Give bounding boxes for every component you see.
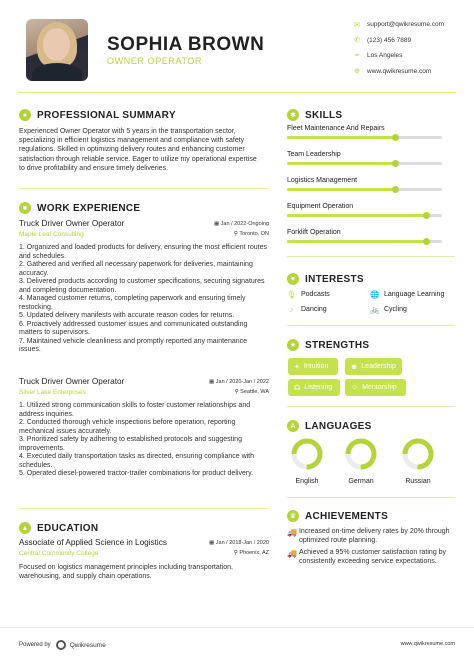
- language-item: [341, 437, 381, 485]
- skill-bar: [287, 162, 442, 165]
- summary-title: PROFESSIONAL SUMMARY: [37, 109, 176, 121]
- school-name: Central Community College: [19, 550, 99, 557]
- translate-icon: A: [287, 420, 299, 432]
- experience-divider: [19, 508, 269, 509]
- contact-email-text: support@qwikresume.com: [367, 21, 445, 29]
- summary-divider: [19, 188, 269, 189]
- contact-website-text: www.qwikresume.com: [367, 67, 432, 75]
- job-location: Seattle, WA: [240, 389, 269, 395]
- mentorship-icon: ☺: [351, 384, 359, 391]
- contact-location: [352, 48, 444, 64]
- strength-label: Listening: [304, 384, 333, 391]
- list-item: 4. Managed customer returns, completing paperwork and ensuring timely restocking.: [19, 295, 246, 311]
- graduation-cap-icon: ▲: [19, 522, 31, 534]
- footer-powered-by[interactable]: [19, 640, 106, 650]
- job-meta: [209, 377, 269, 397]
- job-entry-2: [19, 377, 269, 479]
- job-title: Truck Driver Owner Operator: [19, 377, 125, 386]
- strengths-heading: [287, 339, 369, 351]
- summary-heading: [19, 109, 176, 121]
- contact-phone[interactable]: [352, 33, 444, 49]
- interest-label: Dancing: [301, 306, 327, 313]
- strengths-divider: [287, 406, 455, 407]
- interest-language-learning: [370, 290, 444, 299]
- education-entry: [19, 538, 269, 581]
- globe-icon: 🌐: [370, 290, 380, 299]
- skills-heading: [287, 109, 342, 121]
- list-item: 2. Conducted thorough vehicle inspections before operation, reporting mechanical issues accurately.: [19, 419, 236, 435]
- skill-name: Equipment Operation: [287, 203, 354, 210]
- skill-bar-knob: [392, 160, 399, 167]
- phone-icon: ✆: [354, 37, 360, 45]
- interest-label: Podcasts: [301, 291, 330, 298]
- language-item: [287, 437, 327, 485]
- job-dates: Jan / 2020-Jan / 2022: [215, 379, 269, 385]
- interests-title: INTERESTS: [305, 273, 364, 285]
- skill-item: [287, 203, 447, 217]
- job-entry-1: [19, 219, 269, 355]
- interest-cycling: [370, 305, 407, 314]
- location-pin-icon: ⚲: [233, 231, 240, 237]
- skill-bar-knob: [392, 134, 399, 141]
- languages-heading: [287, 420, 372, 432]
- interest-dancing: [287, 305, 327, 314]
- skill-bar-fill: [287, 240, 427, 243]
- list-item: 2. Gathered and verified all necessary paperwork for deliveries, maintaining accuracy.: [19, 261, 253, 277]
- languages-title: LANGUAGES: [305, 420, 372, 432]
- interest-label: Language Learning: [384, 291, 445, 298]
- trophy-icon: ♛: [287, 510, 299, 522]
- language-name: Russian: [405, 478, 431, 485]
- achievement-item-2: [287, 549, 457, 566]
- skill-bar-fill: [287, 162, 396, 165]
- achievement-text: Increased on-time delivery rates by 20% through optimized route planning.: [298, 528, 450, 544]
- interests-heading: [287, 273, 364, 285]
- education-heading: [19, 522, 98, 534]
- calendar-icon: ▦: [209, 540, 216, 546]
- listening-icon: ☊: [294, 384, 301, 392]
- language-level-ring: [344, 437, 378, 471]
- achievements-heading: [287, 510, 388, 522]
- skill-bar: [287, 214, 442, 217]
- job-company: Silver Lake Enterprises: [19, 389, 86, 396]
- job-location: Toronto, ON: [239, 231, 269, 237]
- skill-bar-knob: [423, 238, 430, 245]
- strength-label: Intuition: [303, 363, 329, 370]
- skill-name: Fleet Maintenance And Repairs: [287, 125, 385, 132]
- lightbulb-icon: ✱: [287, 109, 299, 121]
- contact-website[interactable]: [352, 64, 444, 80]
- list-item: 5. Updated delivery manifests with accurate reason codes for returns.: [19, 312, 235, 319]
- skill-bar-knob: [423, 212, 430, 219]
- languages-divider: [287, 497, 455, 498]
- globe-icon: ⊕: [354, 68, 360, 76]
- truck-icon: 🚚: [287, 549, 297, 558]
- candidate-title: OWNER OPERATOR: [107, 56, 203, 66]
- dancing-icon: ♪: [289, 305, 294, 314]
- job-bullets: [19, 244, 269, 355]
- calendar-icon: ▦: [209, 379, 216, 385]
- job-bullets: [19, 402, 269, 479]
- interests-divider: [287, 325, 455, 326]
- location-icon: ⌖: [355, 51, 359, 59]
- education-location: Phoenix, AZ: [239, 550, 269, 556]
- education-title: EDUCATION: [37, 522, 99, 534]
- truck-icon: 🚚: [287, 528, 297, 537]
- leadership-icon: ♚: [351, 363, 358, 371]
- strength-tag-intuition: [288, 358, 338, 375]
- location-pin-icon: ⚲: [234, 389, 241, 395]
- strength-tag-leadership: [345, 358, 402, 375]
- list-item: 5. Operated diesel-powered tractor-trailer combinations for product delivery.: [19, 470, 254, 477]
- intuition-icon: ✦: [294, 363, 300, 371]
- footer-url[interactable]: www.qwikresume.com: [400, 641, 455, 647]
- star-icon: ★: [287, 339, 299, 351]
- skill-bar-knob: [392, 186, 399, 193]
- skill-bar: [287, 240, 442, 243]
- list-item: 4. Executed daily transportation tasks as directed, ensuring compliance with schedules.: [19, 453, 255, 469]
- skill-bar-fill: [287, 188, 396, 191]
- job-title: Truck Driver Owner Operator: [19, 219, 125, 228]
- microphone-icon: 🎙: [287, 290, 297, 299]
- skill-item: [287, 229, 447, 243]
- skill-bar-fill: [287, 136, 396, 139]
- achievement-text: Achieved a 95% customer satisfaction rating by consistently exceeding service expectations.: [298, 549, 447, 565]
- language-level-ring: [401, 437, 435, 471]
- footer-divider: [0, 627, 474, 628]
- skill-bar-fill: [287, 214, 427, 217]
- language-item: [398, 437, 438, 485]
- education-dates: Jan / 2018-Jan / 2020: [215, 540, 269, 546]
- bicycle-icon: 🚲: [370, 305, 380, 314]
- job-meta: [214, 219, 269, 239]
- skills-divider: [287, 256, 455, 257]
- list-item: 1. Organized and loaded products for delivery, ensuring the most efficient routes and schedules.: [19, 244, 267, 260]
- skill-name: Forklift Operation: [287, 229, 341, 236]
- skill-name: Team Leadership: [287, 151, 341, 158]
- job-dates: Jan / 2022-Ongoing: [220, 221, 269, 227]
- email-icon: ✉: [354, 21, 360, 29]
- footer-brand: Qwikresume: [69, 641, 106, 649]
- contact-phone-text: (123) 456 7889: [367, 36, 412, 44]
- skill-bar: [287, 188, 442, 191]
- strengths-title: STRENGTHS: [305, 339, 370, 351]
- strength-label: Leadership: [361, 363, 396, 370]
- briefcase-icon: ■: [19, 202, 31, 214]
- skill-name: Logistics Management: [287, 177, 358, 184]
- location-pin-icon: ⚲: [233, 550, 240, 556]
- qwikresume-logo-icon: [56, 640, 66, 650]
- language-level-ring: [290, 437, 324, 471]
- skill-item: [287, 151, 447, 165]
- language-name: English: [295, 478, 319, 485]
- degree: Associate of Applied Science in Logistics: [19, 538, 167, 547]
- education-meta: [209, 538, 269, 558]
- profile-icon: ●: [19, 109, 31, 121]
- contact-email[interactable]: [352, 17, 444, 33]
- strength-tag-listening: [288, 379, 340, 396]
- summary-text: Experienced Owner Operator with 5 years in the transportation sector, specializing in efficient logistics management and compliance with safety regulations. Skilled in optimizing delivery routes and enhancing customer satisfaction through reliable service. Eager to utilize my operational expertise to drive profitability and ensure timely deliveries.: [19, 128, 257, 172]
- list-item: 1. Utilized strong communication skills to foster customer relationships and address inquiries.: [19, 402, 251, 418]
- experience-heading: [19, 202, 140, 214]
- strength-tag-mentorship: [345, 379, 406, 396]
- list-item: 3. Prioritized safety by adhering to established protocols and suggesting improvements.: [19, 436, 242, 452]
- candidate-name: SOPHIA BROWN: [107, 34, 265, 55]
- skills-title: SKILLS: [305, 109, 343, 121]
- contact-location-text: Los Angeles: [367, 52, 403, 60]
- strength-label: Mentorship: [362, 384, 397, 391]
- heart-icon: ♥: [287, 273, 299, 285]
- job-company: Maple Leaf Consulting: [19, 231, 84, 238]
- skill-item: [287, 177, 447, 191]
- header-divider: [18, 92, 456, 93]
- profile-photo: [26, 19, 88, 81]
- achievement-item-1: [287, 528, 457, 545]
- list-item: 3. Delivered products according to customer specifications, securing signatures and completing documentation.: [19, 278, 265, 294]
- contact-block: [352, 17, 444, 79]
- skill-bar: [287, 136, 442, 139]
- interest-label: Cycling: [384, 306, 407, 313]
- list-item: 6. Proactively addressed customer issues and communicated outstanding matters to supervisors.: [19, 320, 248, 336]
- education-text: Focused on logistics management principles including transportation, warehousing, and supply chain operations.: [19, 564, 234, 581]
- skill-item: [287, 125, 447, 139]
- achievements-title: ACHIEVEMENTS: [305, 510, 389, 522]
- experience-title: WORK EXPERIENCE: [37, 202, 141, 214]
- interest-podcasts: [287, 290, 330, 299]
- calendar-icon: ▦: [213, 221, 221, 227]
- language-name: German: [348, 478, 374, 485]
- list-item: 7. Maintained vehicle cleanliness and promptly reported any maintenance issues.: [19, 337, 248, 353]
- powered-by-label: Powered by: [19, 642, 51, 648]
